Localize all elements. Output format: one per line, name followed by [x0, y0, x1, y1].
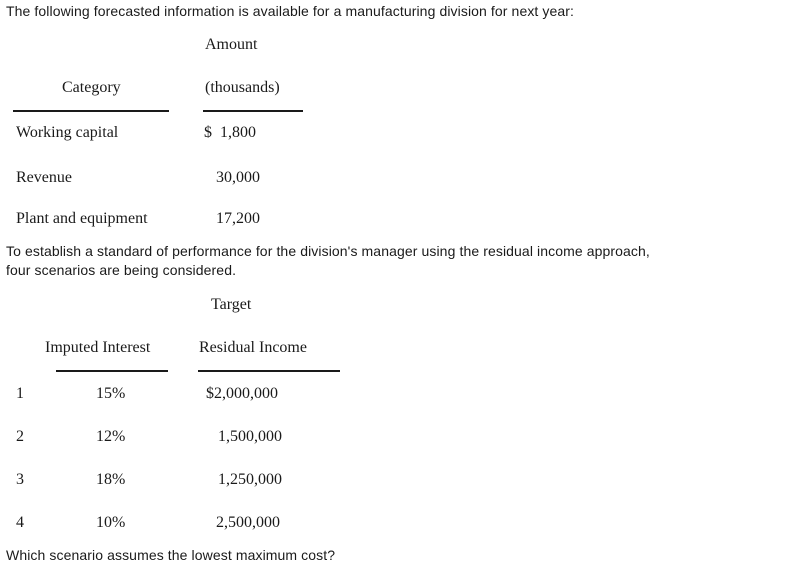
scenario-interest: 10% — [96, 514, 126, 531]
table1-row-amount: 17,200 — [216, 210, 260, 227]
header-thousands: (thousands) — [205, 79, 280, 96]
scenario-intro-line-1: To establish a standard of performance for the division's manager using the residual income approach, — [6, 243, 650, 259]
table1-row-amount: 30,000 — [216, 169, 260, 186]
scenario-number: 2 — [16, 428, 24, 445]
header-target: Target — [211, 296, 252, 313]
residual-rule — [198, 370, 340, 372]
table1-row-category: Working capital — [16, 124, 119, 141]
scenario-interest: 12% — [96, 428, 126, 445]
scenario-interest: 15% — [96, 385, 126, 402]
scenario-residual: 2,500,000 — [216, 514, 280, 531]
question-text: Which scenario assumes the lowest maximum cost? — [6, 547, 336, 563]
table1-row-amount: $ 1,800 — [204, 124, 256, 141]
table1-row-category: Plant and equipment — [16, 210, 148, 227]
scenario-number: 4 — [16, 514, 24, 531]
scenario-residual: 1,250,000 — [218, 471, 282, 488]
intro-text: The following forecasted information is available for a manufacturing division for next year: — [6, 3, 575, 19]
scenario-number: 3 — [16, 471, 24, 488]
category-rule — [13, 110, 169, 112]
header-amount: Amount — [205, 36, 258, 53]
scenario-number: 1 — [16, 385, 24, 402]
scenario-interest: 18% — [96, 471, 126, 488]
table1-row-category: Revenue — [16, 169, 72, 186]
scenario-intro-line-2: four scenarios are being considered. — [6, 262, 237, 278]
header-imputed-interest: Imputed Interest — [45, 339, 151, 356]
scenario-residual: 1,500,000 — [218, 428, 282, 445]
interest-rule — [56, 370, 168, 372]
amount-rule — [203, 110, 303, 112]
header-residual-income: Residual Income — [199, 339, 307, 356]
header-category: Category — [62, 79, 121, 96]
scenario-residual: $2,000,000 — [206, 385, 278, 402]
